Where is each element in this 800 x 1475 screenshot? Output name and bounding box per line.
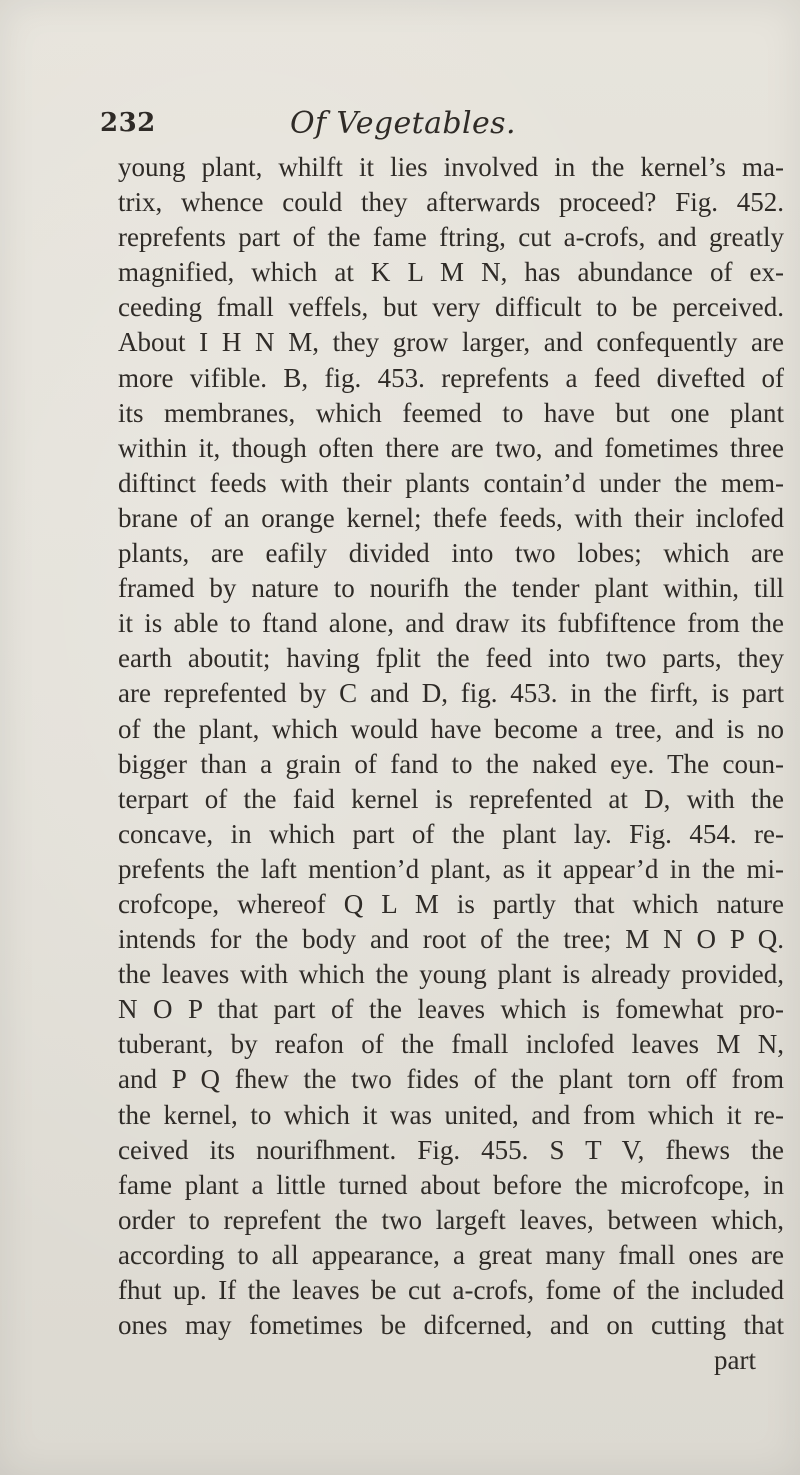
text-line: plants, are eafily divided into two lobes; which are <box>118 538 784 569</box>
text-line: and P Q fhew the two fides of the plant torn off from <box>118 1064 784 1095</box>
text-line: tuberant, by reafon of the fmall inclofed leaves M N, <box>118 1029 784 1060</box>
text-line: framed by nature to nourifh the tender plant within, till <box>118 573 784 604</box>
text-line: N O P that part of the leaves which is fomewhat pro- <box>118 994 784 1025</box>
running-head: Of Vegetables. <box>290 106 516 141</box>
text-line: within it, though often there are two, and fometimes three <box>118 432 784 463</box>
text-line: order to reprefent the two largeft leaves, between which, <box>118 1204 784 1235</box>
text-line: the kernel, to which it was united, and from which it re- <box>118 1099 784 1130</box>
text-line: bigger than a grain of fand to the naked eye. The coun- <box>118 748 784 779</box>
text-line: are reprefented by C and D, fig. 453. in the firft, is part <box>118 678 784 709</box>
text-line: the leaves with which the young plant is already provided, <box>118 959 784 990</box>
text-line: earth aboutit; having fplit the feed into two parts, they <box>118 643 784 674</box>
text-line: of the plant, which would have become a tree, and is no <box>118 713 784 744</box>
text-line: according to all appearance, a great many fmall ones are <box>118 1239 784 1270</box>
text-line: About I H N M, they grow larger, and confequently are <box>118 327 784 358</box>
text-line: fame plant a little turned about before the microfcope, in <box>118 1169 784 1200</box>
body-text <box>118 150 784 1378</box>
text-line: ones may fometimes be difcerned, and on cutting that <box>118 1310 784 1341</box>
text-line: ceeding fmall veffels, but very difficult to be perceived. <box>118 292 784 323</box>
text-line: fhut up. If the leaves be cut a-crofs, fome of the included <box>118 1275 784 1305</box>
text-line: its membranes, which feemed to have but one plant <box>118 397 784 428</box>
text-line: terpart of the faid kernel is reprefented at D, with the <box>118 783 784 814</box>
text-line: young plant, whilft it lies involved in the kernel’s ma- <box>118 152 784 182</box>
text-line: intends for the body and root of the tree; M N O P Q. <box>118 924 784 955</box>
text-line: prefents the laft mention’d plant, as it appear’d in the mi- <box>118 853 784 884</box>
text-line: crofcope, whereof Q L M is partly that which nature <box>118 888 784 919</box>
text-line: trix, whence could they afterwards proceed? Fig. 452. <box>118 187 784 218</box>
text-line: magnified, which at K L M N, has abundance of ex- <box>118 257 784 288</box>
text-line: brane of an orange kernel; thefe feeds, with their inclofed <box>118 502 784 533</box>
text-line: ceived its nourifhment. Fig. 455. S T V, fhews the <box>118 1134 784 1165</box>
catchword: part <box>714 1345 756 1376</box>
page-number: 232 <box>100 108 156 138</box>
page-header <box>100 108 720 144</box>
text-line: diftinct feeds with their plants contain’d under the mem- <box>118 467 784 498</box>
text-line: more vifible. B, fig. 453. reprefents a feed divefted of <box>118 362 784 393</box>
text-line: reprefents part of the fame ftring, cut a-crofs, and greatly <box>118 222 784 253</box>
text-line: it is able to ftand alone, and draw its fubfiftence from the <box>118 608 784 639</box>
text-line: concave, in which part of the plant lay. Fig. 454. re- <box>118 818 784 849</box>
